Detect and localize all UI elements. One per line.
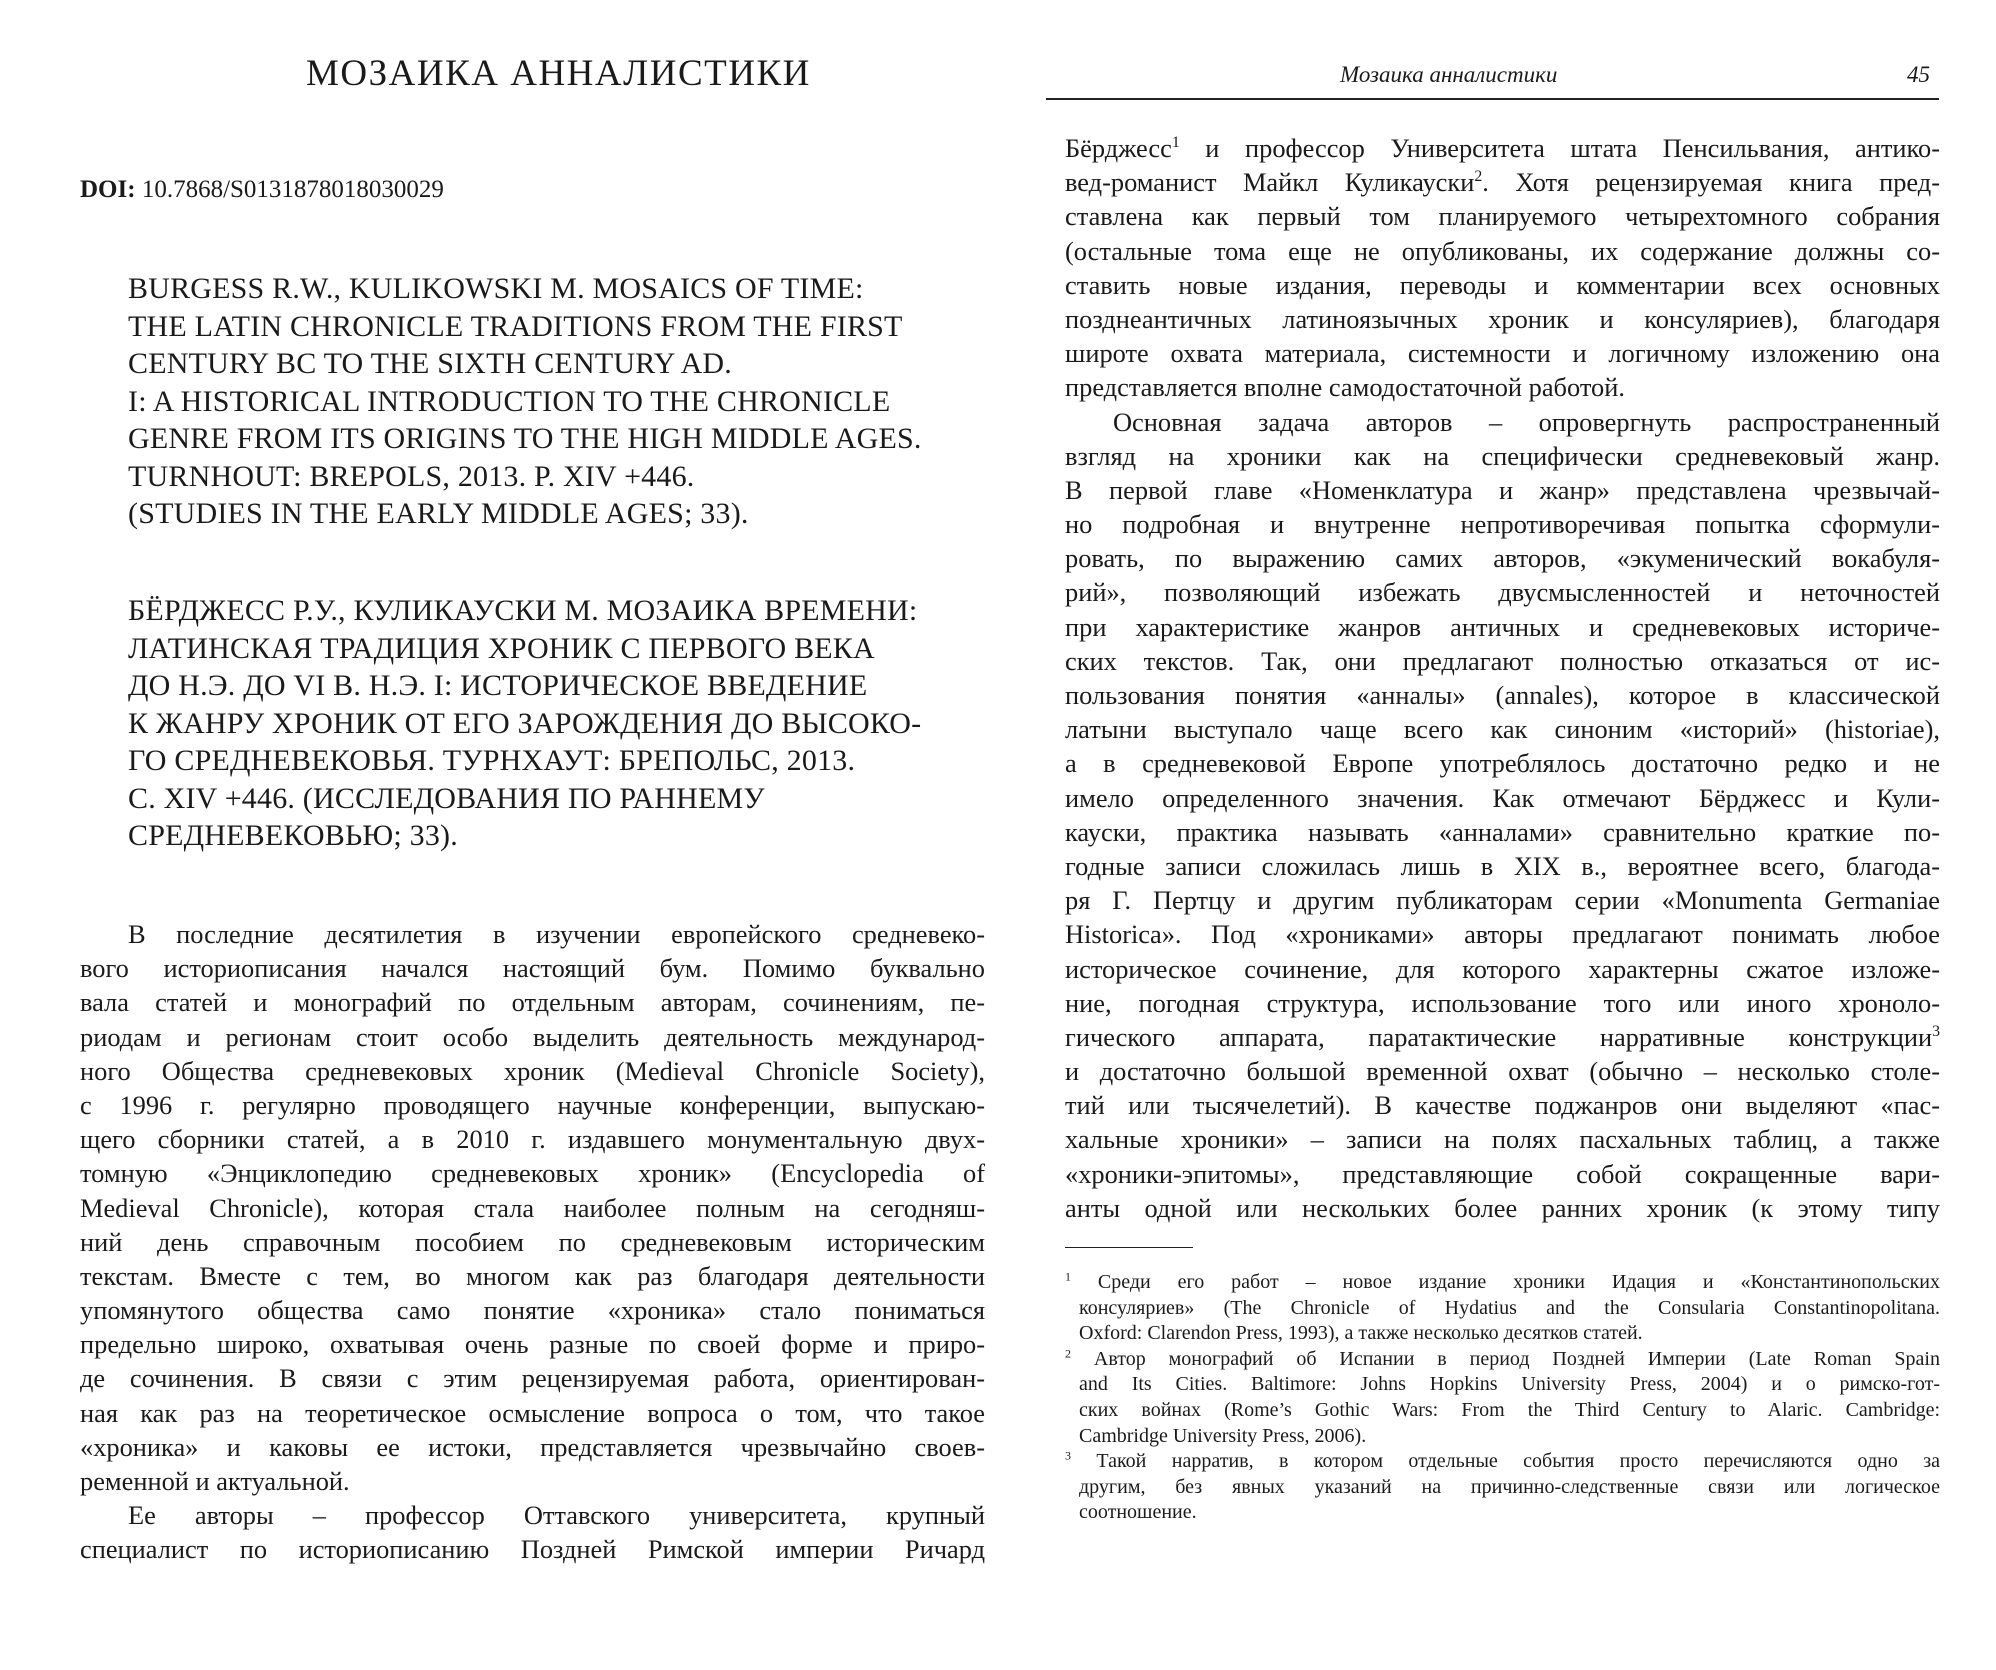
body-line: упомянутого общества само понятие «хроника» стало пониматься xyxy=(80,1295,985,1326)
body-line xyxy=(1065,1020,1940,1054)
title-en-line: (STUDIES IN THE EARLY MIDDLE AGES; 33). xyxy=(128,497,749,530)
page-number: 45 xyxy=(1907,62,1930,87)
title-english xyxy=(128,270,1008,533)
body-line: историческое сочинение, для которого характерны сжатое изложе- xyxy=(1065,953,1940,984)
body-line: ря Г. Пертцу и другим публикаторам серии «Monumenta Germaniae xyxy=(1065,885,1940,916)
body-line: и достаточно большой временной охват (обычно – несколько столе- xyxy=(1065,1056,1940,1087)
body-line: вала статей и монографий по отдельным авторам, сочинениям, пе- xyxy=(80,987,985,1018)
body-fragment: . Хотя рецензируемая книга пред- xyxy=(1482,167,1940,198)
body-line xyxy=(1065,165,1940,199)
title-ru-line: БЁРДЖЕСС Р.У., КУЛИКАУСКИ М. МОЗАИКА ВРЕМЕНИ: xyxy=(128,594,918,627)
body-line: Ее авторы – профессор Оттавского университета, крупный xyxy=(128,1500,985,1531)
footnote-2-line: and Its Cities. Baltimore: Johns Hopkins University Press, 2004) и о римско-гот- xyxy=(1079,1373,1940,1396)
body-line: при характеристике жанров античных и средневековых историче- xyxy=(1065,611,1940,642)
footnote-ref-3: 3 xyxy=(1932,1023,1940,1041)
body-line: ских текстов. Так, они предлагают полностью отказаться от ис- xyxy=(1065,645,1940,676)
right-body-text xyxy=(1065,131,1940,1225)
body-line: ная как раз на теоретическое осмысление вопроса о том, что такое xyxy=(80,1397,985,1428)
footnote-2-line: Cambridge University Press, 2006). xyxy=(1079,1424,1367,1447)
body-fragment: Бёрджесс xyxy=(1065,133,1172,163)
body-line: В последние десятилетия в изучении европейского средневеко- xyxy=(128,919,985,949)
body-line: специалист по историописанию Поздней Римской империи Ричард xyxy=(80,1534,985,1565)
body-line: Medieval Chronicle), которая стала наиболее полным на сегодняш- xyxy=(80,1192,985,1223)
body-line: рий», позволяющий избежать двусмысленностей и неточностей xyxy=(1065,577,1940,608)
header-rule xyxy=(1046,98,1939,100)
body-line: «хроники-эпитомы», представляющие собой сокращенные вари- xyxy=(1065,1158,1940,1189)
title-ru-line: К ЖАНРУ ХРОНИК ОТ ЕГО ЗАРОЖДЕНИЯ ДО ВЫСОКО- xyxy=(128,706,922,740)
body-line: ременной и актуальной. xyxy=(80,1466,350,1496)
body-line: ние, погодная структура, использование того или иного хроноло- xyxy=(1065,987,1940,1018)
title-ru-line: ЛАТИНСКАЯ ТРАДИЦИЯ ХРОНИК С ПЕРВОГО ВЕКА xyxy=(128,631,875,665)
body-line: В первой главе «Номенклатура и жанр» представлена чрезвычай- xyxy=(1065,474,1940,505)
body-line: годные записи сложилась лишь в XIX в., вероятнее всего, благода- xyxy=(1065,850,1940,881)
body-line: вого историописания начался настоящий бум. Помимо буквально xyxy=(80,953,985,984)
footnote-rule xyxy=(1065,1247,1193,1248)
footnote-text: Среди его работ – новое издание хроники Идация и «Константинопольских xyxy=(1071,1271,1940,1293)
title-en-line: BURGESS R.W., KULIKOWSKI M. MOSAICS OF TIME: xyxy=(128,272,864,305)
body-line: (остальные тома еще не опубликованы, их содержание должны со- xyxy=(1065,235,1940,266)
footnote-2-line: ских войнах (Rome’s Gothic Wars: From the Third Century to Alaric. Cambridge: xyxy=(1079,1398,1940,1421)
body-line: риодам и регионам стоит особо выделить деятельность международ- xyxy=(80,1021,985,1052)
body-line: хальные хроники» – записи на полях пасхальных таблиц, а также xyxy=(1065,1124,1940,1155)
section-title: МОЗАИКА АННАЛИСТИКИ xyxy=(306,53,811,94)
left-body-text xyxy=(80,917,985,1567)
body-line: Основная задача авторов – опровергнуть распространенный xyxy=(1113,406,1940,437)
body-line: кауски, практика называть «анналами» сравнительно краткие по- xyxy=(1065,816,1940,847)
body-line: «хроника» и каковы ее истоки, представляется чрезвычайно своев- xyxy=(80,1431,985,1462)
body-line: с 1996 г. регулярно проводящего научные конференции, выпускаю- xyxy=(80,1089,985,1120)
footnote-1-line: консуляриев» (The Chronicle of Hydatius and the Consularia Constantinopolitana. xyxy=(1079,1296,1940,1319)
footnote-text: Автор монографий об Испании в период Поздней Империи (Late Roman Spain xyxy=(1071,1347,1940,1370)
footnote-2-line xyxy=(1065,1347,1940,1373)
body-line: тий или тысячелетий). В качестве поджанров они выделяют «пас- xyxy=(1065,1090,1940,1121)
body-line: предельно широко, охватывая очень разные по своей форме и приро- xyxy=(80,1329,985,1360)
doi-label: DOI: xyxy=(80,176,136,203)
title-ru-line: СРЕДНЕВЕКОВЬЮ; 33). xyxy=(128,819,458,852)
body-line: Historica». Под «хрониками» авторы предлагают понимать любое xyxy=(1065,919,1940,950)
body-line: широте охвата материала, системности и логичному изложению она xyxy=(1065,338,1940,369)
body-line: имело определенного значения. Как отмечают Бёрджесс и Кули- xyxy=(1065,782,1940,813)
footnotes xyxy=(1065,1270,1940,1526)
body-fragment: гического аппарата, паратактические нарративные конструкции xyxy=(1065,1021,1933,1052)
title-en-line: GENRE FROM ITS ORIGINS TO THE HIGH MIDDLE AGES. xyxy=(128,422,922,455)
doi-line xyxy=(80,176,444,204)
title-ru-line: ГО СРЕДНЕВЕКОВЬЯ. ТУРНХАУТ: БРЕПОЛЬС, 2013. xyxy=(128,744,856,777)
footnote-1-line: Oxford: Clarendon Press, 1993), а также несколько десятков статей. xyxy=(1079,1322,1643,1345)
footnote-text: Такой нарратив, в котором отдельные события просто перечисляются одно за xyxy=(1071,1450,1940,1473)
title-russian xyxy=(128,592,1008,855)
body-line: взгляд на хроники как на специфически средневековый жанр. xyxy=(1065,440,1940,471)
body-line: текстам. Вместе с тем, во многом как раз благодаря деятельности xyxy=(80,1260,985,1291)
body-fragment: вед-романист Майкл Куликауски xyxy=(1065,167,1475,198)
body-line: ставлена как первый том планируемого четырехтомного собрания xyxy=(1065,201,1940,232)
body-line: анты одной или нескольких более ранних хроник (к этому типу xyxy=(1065,1192,1940,1223)
body-line: де сочинения. В связи с этим рецензируемая работа, ориентирован- xyxy=(80,1363,985,1394)
body-line: ний день справочным пособием по средневековым историческим xyxy=(80,1226,985,1257)
footnote-3-line xyxy=(1065,1449,1940,1475)
body-line xyxy=(1065,131,1940,165)
body-line: позднеантичных латиноязычных хроник и консуляриев), благодаря xyxy=(1065,303,1940,334)
footnote-ref-2: 2 xyxy=(1474,168,1483,186)
body-line: пользования понятия «анналы» (annales), которое в классической xyxy=(1065,680,1940,710)
title-en-line: CENTURY BC TO THE SIXTH CENTURY AD. xyxy=(128,347,732,380)
title-en-line: THE LATIN CHRONICLE TRADITIONS FROM THE FIRST xyxy=(128,309,903,343)
title-ru-line: С. XIV +446. (ИССЛЕДОВАНИЯ ПО РАННЕМУ xyxy=(128,781,765,815)
body-line: представляется вполне самодостаточной работой. xyxy=(1065,372,1625,403)
body-line: томную «Энциклопедию средневековых хроник» (Encyclopedia of xyxy=(80,1158,985,1189)
title-en-line: TURNHOUT: BREPOLS, 2013. P. XIV +446. xyxy=(128,459,695,493)
title-ru-line: ДО Н.Э. ДО VI В. Н.Э. I: ИСТОРИЧЕСКОЕ ВВЕДЕНИЕ xyxy=(128,669,868,702)
footnote-3-line: другим, без явных указаний на причинно-следственные связи или логическое xyxy=(1079,1475,1940,1498)
footnote-marker: 1 xyxy=(1065,1269,1071,1284)
body-line: латыни выступало чаще всего как синоним «историй» (historiae), xyxy=(1065,714,1940,745)
running-head: Мозаика анналистики xyxy=(1340,62,1558,87)
footnote-marker: 2 xyxy=(1065,1346,1071,1361)
right-page xyxy=(1010,0,1996,1670)
body-line: ровать, по выражению самих авторов, «экуменический вокабуля- xyxy=(1065,543,1940,574)
title-en-line: I: A HISTORICAL INTRODUCTION TO THE CHRONICLE xyxy=(128,384,891,418)
footnote-ref-1: 1 xyxy=(1171,134,1180,152)
body-line: щего сборники статей, а в 2010 г. издавшего монументальную двух- xyxy=(80,1124,985,1155)
body-line: ставить новые издания, переводы и комментарии всех основных xyxy=(1065,269,1940,300)
body-line: ного Общества средневековых хроник (Medieval Chronicle Society), xyxy=(80,1055,985,1086)
body-line: но подробная и внутренне непротиворечивая попытка сформули- xyxy=(1065,509,1940,540)
footnote-marker: 3 xyxy=(1065,1448,1071,1463)
body-line: а в средневековой Европе употреблялось достаточно редко и не xyxy=(1065,748,1940,779)
footnote-3-line: соотношение. xyxy=(1079,1501,1197,1524)
body-fragment: и профессор Университета штата Пенсильвания, антико- xyxy=(1179,133,1940,163)
footnote-1-line xyxy=(1065,1270,1940,1296)
doi-value: 10.7868/S0131878018030029 xyxy=(141,176,444,203)
